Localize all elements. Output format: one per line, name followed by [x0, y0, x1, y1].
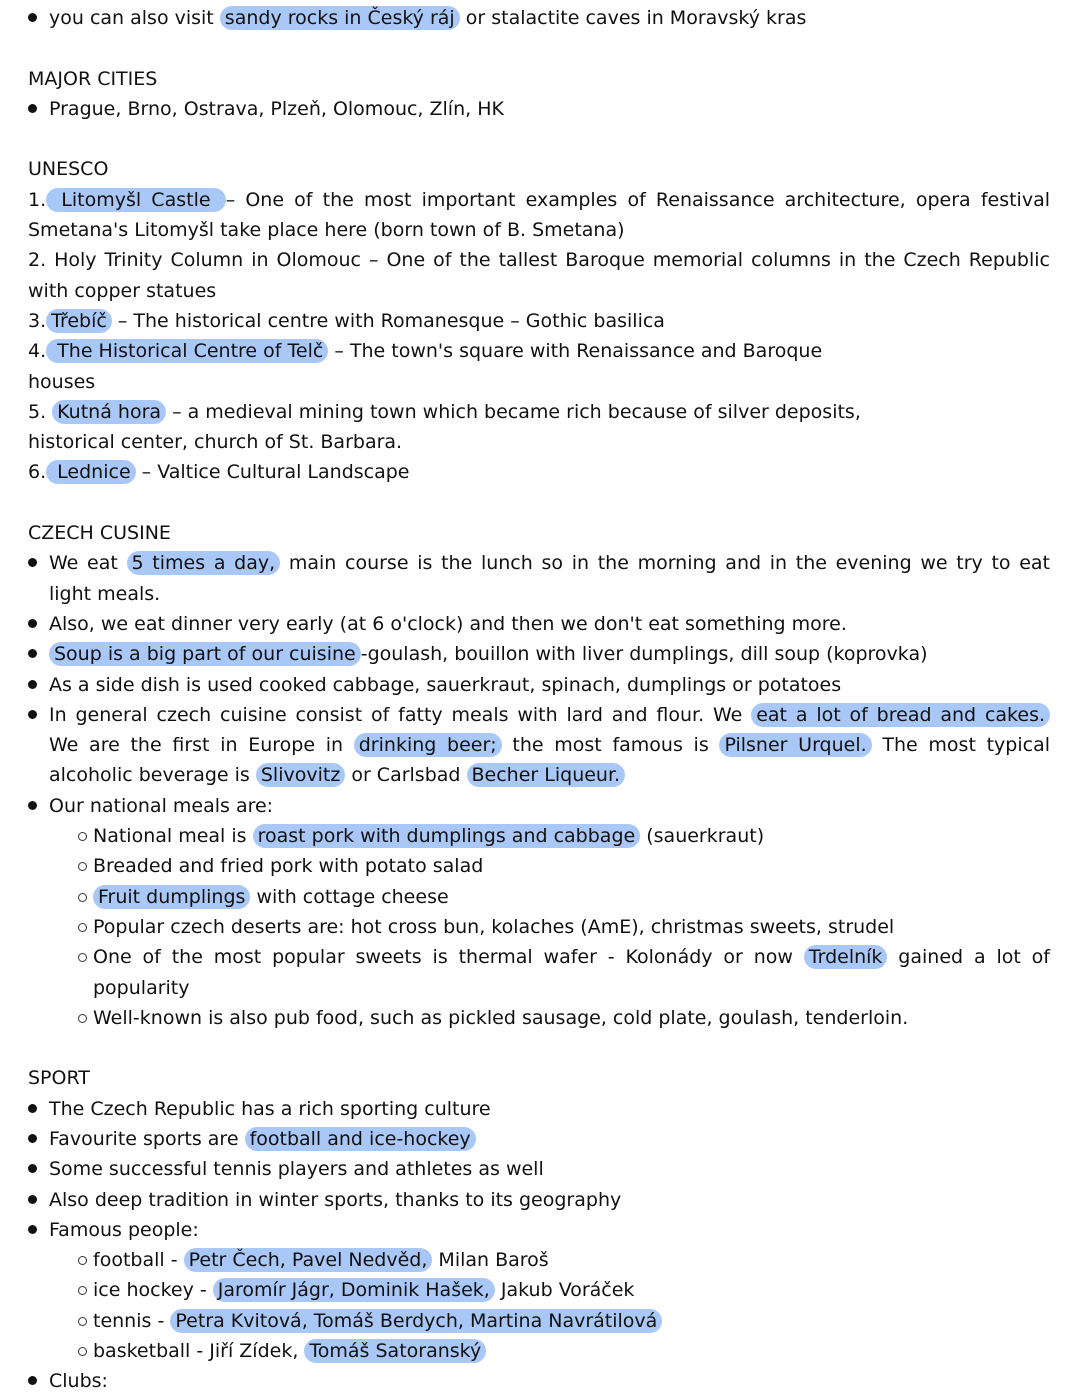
line-text: houses — [28, 370, 96, 393]
highlighted-text: The Historical Centre of Telč — [46, 339, 328, 363]
line-text: The Czech Republic has a rich sporting culture — [49, 1097, 491, 1120]
line-text: with copper statues — [28, 279, 217, 302]
line-text: – Valtice Cultural Landscape — [135, 461, 410, 484]
line-text: ice hockey - — [93, 1279, 213, 1302]
text-line — [28, 457, 1050, 487]
bullet-item — [28, 791, 1050, 821]
filled-circle-bullet-icon — [28, 710, 37, 719]
filled-circle-bullet-icon — [28, 1134, 37, 1143]
sub-bullet-item — [28, 851, 1050, 881]
section-heading — [28, 518, 1050, 548]
line-text: Well-known is also pub food, such as pickled sausage, cold plate, goulash, tenderloin. — [93, 1006, 909, 1029]
filled-circle-bullet-icon — [28, 801, 37, 810]
line-text: basketball - Jiří Zídek, — [93, 1340, 305, 1363]
line-text: Prague, Brno, Ostrava, Plzeň, Olomouc, Zlín, HK — [49, 97, 504, 120]
line-text: Milan Baroš — [432, 1249, 549, 1272]
line-text: Some successful tennis players and athletes as well — [49, 1158, 544, 1181]
section-heading — [28, 64, 1050, 94]
hollow-circle-bullet-icon — [78, 862, 87, 871]
hollow-circle-bullet-icon — [78, 953, 87, 962]
text-line — [28, 427, 1050, 457]
text-line — [28, 367, 1050, 397]
line-text: 5. — [28, 400, 53, 423]
filled-circle-bullet-icon — [28, 619, 37, 628]
line-text: Famous people: — [49, 1218, 199, 1241]
text-line — [28, 397, 1050, 427]
line-text: Clubs: — [49, 1370, 108, 1393]
bullet-item — [28, 3, 1050, 33]
highlighted-text: 5 times a day, — [127, 551, 281, 575]
line-text: 3. — [28, 309, 47, 332]
hollow-circle-bullet-icon — [78, 1014, 87, 1023]
line-text: Also, we eat dinner very early (at 6 o'clock) and then we don't eat something more. — [49, 612, 847, 635]
bullet-item — [28, 1094, 1050, 1124]
line-text: – One of the most important examples of Renaissance architecture, opera festival — [225, 188, 1050, 211]
filled-circle-bullet-icon — [28, 1225, 37, 1234]
filled-circle-bullet-icon — [28, 1104, 37, 1113]
line-text: – The historical centre with Romanesque – Gothic basilica — [111, 309, 665, 332]
line-text: or Carlsbad — [345, 764, 467, 787]
sub-bullet-item — [28, 942, 1050, 972]
line-text: One of the most popular sweets is thermal wafer - Kolonády or now — [93, 946, 804, 969]
blank-line — [28, 1033, 1050, 1063]
line-text: you can also visit — [49, 7, 220, 29]
line-text: Smetana's Litomyšl take place here (born town of B. Smetana) — [28, 219, 625, 242]
highlighted-text: Litomyšl Castle — [46, 188, 226, 212]
line-text: SPORT — [28, 1067, 90, 1090]
hollow-circle-bullet-icon — [78, 1256, 87, 1265]
line-text: – a medieval mining town which became rich because of silver deposits, — [166, 400, 861, 423]
sub-bullet-item — [28, 882, 1050, 912]
filled-circle-bullet-icon — [28, 1376, 37, 1385]
bullet-item — [28, 1154, 1050, 1184]
line-text: As a side dish is used cooked cabbage, sauerkraut, spinach, dumplings or potatoes — [49, 673, 842, 696]
text-line — [28, 185, 1050, 215]
bullet-item — [28, 700, 1050, 730]
line-text: UNESCO — [28, 158, 109, 181]
line-text: (sauerkraut) — [640, 825, 765, 848]
bullet-item — [28, 1366, 1050, 1396]
text-line — [28, 306, 1050, 336]
bullet-item — [28, 94, 1050, 124]
section-heading — [28, 1063, 1050, 1093]
highlighted-text: Kutná hora — [52, 400, 166, 424]
highlighted-text: eat a lot of bread and cakes. — [751, 703, 1050, 727]
line-text: the most famous is — [501, 734, 720, 757]
line-text: 2. Holy Trinity Column in Olomouc – One of the tallest Baroque memorial columns in the Czech Republic — [28, 249, 1050, 272]
section-heading — [28, 154, 1050, 184]
sub-bullet-item — [28, 1245, 1050, 1275]
blank-line — [28, 33, 1050, 63]
bullet-item — [28, 670, 1050, 700]
line-text: CZECH CUSINE — [28, 522, 171, 545]
blank-line — [28, 124, 1050, 154]
sub-bullet-item — [28, 1336, 1050, 1366]
filled-circle-bullet-icon — [28, 558, 37, 567]
text-line — [28, 276, 1050, 306]
bullet-item — [28, 1124, 1050, 1154]
bullet-continuation — [28, 579, 1050, 609]
blank-line — [28, 488, 1050, 518]
text-line — [28, 215, 1050, 245]
highlighted-text: football and ice-hockey — [245, 1127, 476, 1151]
bullet-continuation — [28, 730, 1050, 760]
hollow-circle-bullet-icon — [78, 832, 87, 841]
hollow-circle-bullet-icon — [78, 1286, 87, 1295]
filled-circle-bullet-icon — [28, 1164, 37, 1173]
highlighted-text: Petr Čech, Pavel Nedvěd, — [184, 1248, 433, 1272]
highlighted-text: sandy rocks in Český ráj — [220, 6, 460, 30]
sub-bullet-item — [28, 1306, 1050, 1336]
bullet-item — [28, 609, 1050, 639]
line-text: or stalactite caves in Moravský kras — [459, 7, 807, 29]
line-text: 4. — [28, 340, 47, 363]
line-text: alcoholic beverage is — [49, 764, 256, 787]
sub-bullet-item — [28, 1275, 1050, 1305]
highlighted-text: Jaromír Jágr, Dominik Hašek, — [213, 1278, 495, 1302]
highlighted-text: Becher Liqueur. — [467, 763, 626, 787]
text-line — [28, 336, 1050, 366]
highlighted-text: Tomáš Satoranský — [304, 1339, 486, 1363]
sub-bullet-item — [28, 1003, 1050, 1033]
line-text: Also deep tradition in winter sports, thanks to its geography — [49, 1188, 622, 1211]
line-text: 1. — [28, 188, 47, 211]
bullet-item — [28, 1185, 1050, 1215]
line-text: We eat — [49, 552, 127, 575]
highlighted-text: roast pork with dumplings and cabbage — [253, 824, 641, 848]
highlighted-text: Třebíč — [46, 309, 112, 333]
filled-circle-bullet-icon — [28, 649, 37, 658]
highlighted-text: Petra Kvitová, Tomáš Berdych, Martina Navrátilová — [170, 1309, 662, 1333]
hollow-circle-bullet-icon — [78, 1317, 87, 1326]
highlighted-text: Slivovitz — [256, 763, 345, 787]
filled-circle-bullet-icon — [28, 1195, 37, 1204]
sub-bullet-continuation — [28, 973, 1050, 1003]
line-text: Popular czech deserts are: hot cross bun, kolaches (AmE), christmas sweets, strudel — [93, 915, 895, 938]
line-text: historical center, church of St. Barbara. — [28, 431, 403, 454]
highlighted-text: Lednice — [46, 460, 136, 484]
line-text: – The town's square with Renaissance and Baroque — [328, 340, 823, 363]
line-text: gained a lot of — [887, 946, 1050, 969]
highlighted-text: Trdelník — [804, 945, 888, 969]
line-text: 6. — [28, 461, 47, 484]
filled-circle-bullet-icon — [28, 680, 37, 689]
line-text: tennis - — [93, 1309, 171, 1332]
line-text: Favourite sports are — [49, 1127, 245, 1150]
highlighted-text: Fruit dumplings — [93, 885, 250, 909]
line-text: Jakub Voráček — [494, 1279, 635, 1302]
hollow-circle-bullet-icon — [78, 923, 87, 932]
hollow-circle-bullet-icon — [78, 1347, 87, 1356]
bullet-item — [28, 548, 1050, 578]
line-text: National meal is — [93, 825, 253, 848]
line-text: popularity — [93, 976, 190, 999]
bullet-continuation — [28, 760, 1050, 790]
sub-bullet-item — [28, 821, 1050, 851]
hollow-circle-bullet-icon — [78, 893, 87, 902]
bullet-item — [28, 639, 1050, 669]
line-text: light meals. — [49, 582, 161, 605]
line-text: -goulash, bouillon with liver dumplings, dill soup (koprovka) — [360, 643, 928, 666]
line-text: The most typical — [871, 734, 1050, 757]
line-text: MAJOR CITIES — [28, 67, 158, 90]
bullet-item — [28, 1215, 1050, 1245]
line-text: In general czech cuisine consist of fatty meals with lard and flour. We — [49, 703, 752, 726]
line-text: main course is the lunch so in the morning and in the evening we try to eat — [280, 552, 1051, 575]
line-text: football - — [93, 1249, 184, 1272]
filled-circle-bullet-icon — [28, 13, 37, 22]
line-text: with cottage cheese — [250, 885, 449, 908]
highlighted-text: drinking beer; — [354, 733, 502, 757]
line-text: We are the first in Europe in — [49, 734, 354, 757]
highlighted-text: Pilsner Urquel. — [719, 733, 871, 757]
sub-bullet-item — [28, 912, 1050, 942]
filled-circle-bullet-icon — [28, 104, 37, 113]
highlighted-text: Soup is a big part of our cuisine — [49, 642, 361, 666]
text-line — [28, 245, 1050, 275]
line-text: Our national meals are: — [49, 794, 274, 817]
line-text: Breaded and fried pork with potato salad — [93, 855, 484, 878]
